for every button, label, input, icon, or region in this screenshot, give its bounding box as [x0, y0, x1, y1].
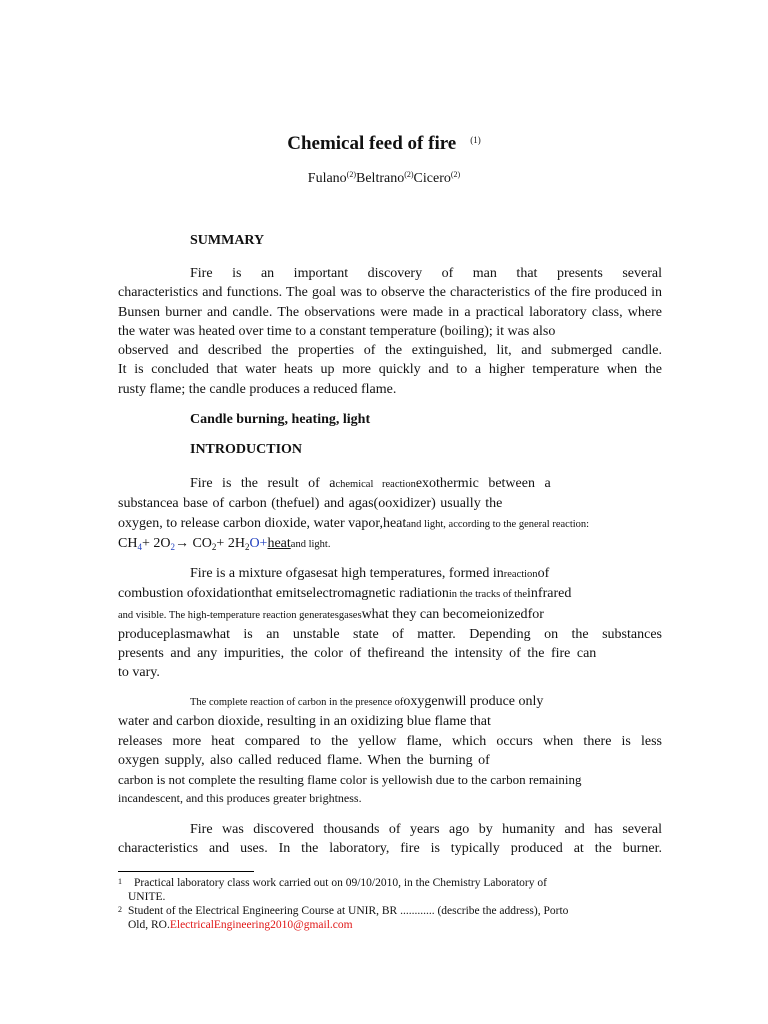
document-title: [0, 133, 768, 155]
text-run: at high temperatures, formed in: [327, 566, 504, 581]
text-run: oxygen: [403, 694, 445, 709]
text-line: characteristics and uses. In the laboratory, fire is typically produced at the burner.: [118, 841, 662, 857]
text-run: oxidation: [198, 586, 252, 602]
text-run: for: [527, 606, 544, 622]
author-name: Cicero: [413, 171, 451, 186]
text-run: gases: [338, 609, 362, 621]
text-run: and light, according to the general reaction:: [406, 518, 590, 530]
text-run: oxygen, to release carbon dioxide, water vapor,heat: [118, 515, 407, 531]
text-line: [118, 584, 662, 604]
text-run: O+: [249, 535, 268, 551]
text-line: [118, 692, 662, 712]
text-run: + 2H: [216, 535, 245, 551]
intro-paragraph-2: [118, 564, 662, 683]
title-text: Chemical feed of fire: [287, 133, 457, 154]
text-line: the water was heated over time to a constant temperature (boiling); it was also: [118, 323, 556, 339]
keywords: Candle burning, heating, light: [190, 412, 371, 427]
author-mark: (2): [450, 170, 461, 179]
text-run: exothermic: [415, 476, 479, 491]
text-run: chemical reaction: [335, 479, 416, 490]
subscript: 2: [244, 541, 250, 552]
text-run: what they can become: [361, 606, 487, 622]
text-run: reaction: [503, 569, 538, 580]
text-line: rusty flame; the candle produces a reduced flame.: [118, 381, 397, 397]
text-line: releases more heat compared to the yellow flame, which occurs when there is less: [118, 733, 662, 749]
text-line: to vary.: [118, 665, 160, 681]
subscript: 4: [137, 541, 142, 552]
footnote-text: UNITE.: [128, 890, 166, 903]
subscript: 2: [211, 541, 217, 552]
text-run: will produce only: [444, 694, 544, 709]
text-run: gases: [297, 566, 328, 581]
footnote-separator: [118, 871, 254, 872]
summary-heading: SUMMARY: [190, 233, 265, 248]
text-run: in the tracks of the: [448, 589, 528, 601]
subscript: 2: [170, 541, 175, 552]
text-line: Fire was discovered thousands of years ago by humanity and has several: [190, 822, 662, 837]
text-line: produceplasmawhat is an unstable state of matter. Depending on the substances: [118, 626, 662, 642]
text-line: [118, 514, 662, 534]
text-line: characteristics and functions. The goal was to observe the characteristics of the fire produced in: [118, 285, 662, 301]
text-run: heat: [267, 535, 291, 551]
text-line: observed and described the properties of the extinguished, lit, and submerged candle.: [118, 343, 662, 359]
text-run: Old, RO.: [128, 918, 170, 931]
chemical-equation: [118, 534, 662, 557]
text-run: electromagnetic radiation: [306, 586, 449, 602]
footnote-number: 2: [118, 905, 122, 914]
text-run: + 2O: [141, 535, 171, 551]
author-line: [0, 170, 768, 187]
text-line: [118, 564, 662, 584]
text-line: [118, 474, 662, 494]
text-run: Fire is the result of a: [190, 476, 336, 491]
text-line: substancea base of carbon (thefuel) and agas(ooxidizer) usually the: [118, 496, 503, 512]
text-line: presents and any impurities, the color of thefireand the intensity of the fire can: [118, 646, 597, 662]
text-run: that emits: [251, 586, 307, 602]
intro-paragraph-4: [118, 820, 662, 859]
author-name: Beltrano: [356, 171, 405, 186]
text-line: water and carbon dioxide, resulting in an oxidizing blue flame that: [118, 714, 491, 730]
title-footnote-marker: (1): [470, 135, 481, 145]
text-line: Fire is an important discovery of man that presents several: [190, 266, 662, 281]
intro-paragraph-1: [118, 474, 662, 557]
footnote-text: Practical laboratory class work carried out on 09/10/2010, in the Chemistry Laboratory of: [134, 877, 547, 889]
footnote-text: Student of the Electrical Engineering Course at UNIR, BR ............ (describe the address), Porto: [128, 905, 569, 917]
summary-paragraph: [118, 264, 662, 399]
text-run: The complete reaction of carbon in the presence of: [190, 697, 404, 708]
intro-paragraph-3: [118, 692, 662, 809]
footnote-text: [118, 919, 638, 933]
author-mark: (2): [346, 170, 356, 179]
author-mark: (2): [404, 170, 414, 179]
text-run: and light.: [290, 538, 331, 550]
text-line: [118, 605, 662, 625]
text-line: carbon is not complete the resulting flame color is yellowish due to the carbon remaining: [118, 772, 582, 788]
text-run: infrared: [527, 586, 572, 602]
author-name: Fulano: [307, 171, 347, 186]
email-link[interactable]: ElectricalEngineering2010@gmail.com: [169, 918, 353, 931]
footnote-1: [118, 877, 638, 904]
introduction-heading: INTRODUCTION: [190, 442, 303, 457]
text-line: oxygen supply, also called reduced flame. When the burning of: [118, 752, 490, 768]
text-run: of: [537, 566, 550, 581]
text-run: combustion of: [118, 586, 199, 602]
text-run: and visible. The high-temperature reaction generates: [118, 609, 339, 621]
text-line: It is concluded that water heats up more quickly and to a higher temperature when the: [118, 362, 662, 378]
footnote-number: 1: [118, 877, 122, 886]
footnote-2: [118, 905, 638, 932]
text-run: between a: [488, 476, 551, 491]
text-run: CH: [118, 535, 138, 551]
text-line: incandescent, and this produces greater brightness.: [118, 791, 362, 806]
text-run: Fire is a mixture of: [190, 566, 298, 581]
text-line: Bunsen burner and candle. The observations were made in a practical laboratory class, where: [118, 304, 662, 320]
text-run: ionized: [486, 606, 528, 622]
text-run: → CO: [174, 535, 212, 551]
